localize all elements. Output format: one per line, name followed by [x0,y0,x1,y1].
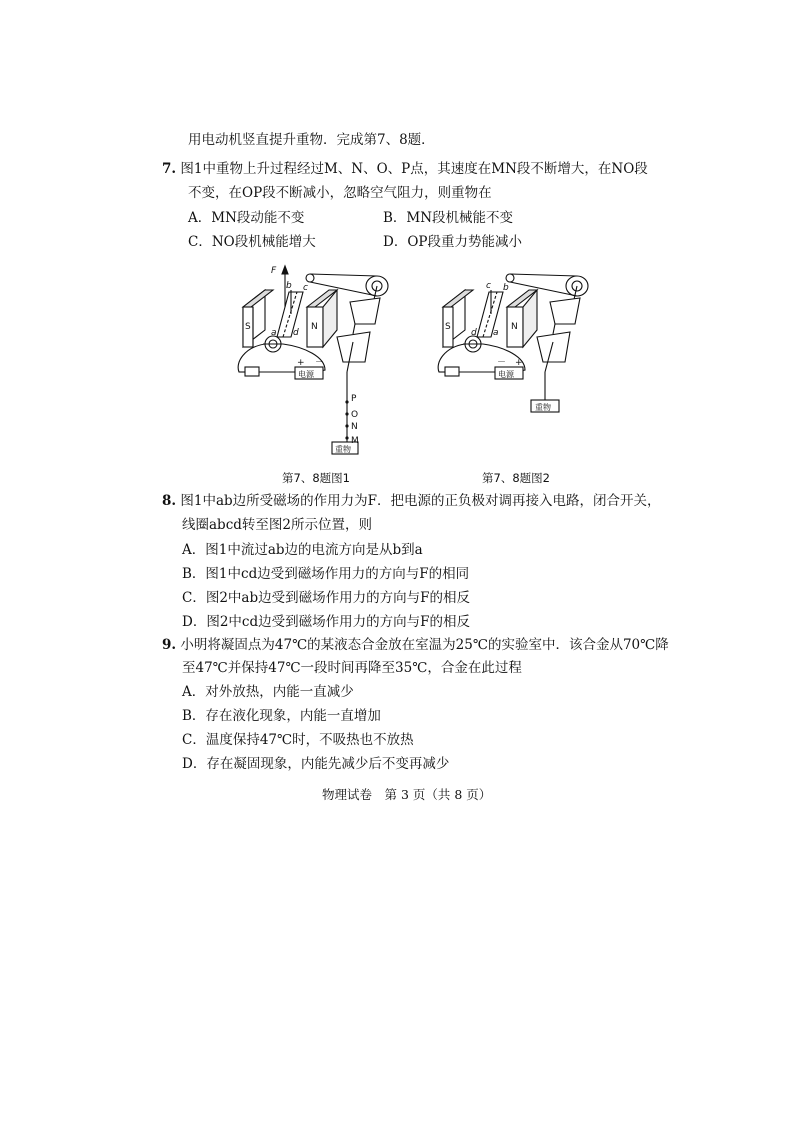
question-7-text-1: 图1中重物上升过程经过M、N、O、P点，其速度在MN段不断增大，在NO段 [180,161,648,177]
question-8-line-2: 线圈abcd转至图2所示位置，则 [182,517,372,533]
figure-1-weight-label: 重物 [335,445,351,454]
question-8-line-1 [162,492,661,510]
figure-2-weight-label: 重物 [535,403,551,412]
question-9-text-1: 小明将凝固点为47℃的某液态合金放在室温为25℃的实验室中．该合金从70℃降 [180,637,669,653]
figure-1-coil-d-label: d [293,328,299,338]
figure-1-point-n: N [351,422,358,432]
question-8-option-a[interactable]: A．图1中流过ab边的电流方向是从b到a [182,542,423,558]
figure-1-magnet-n-label: N [311,322,318,332]
figure-1-minus-label: － [315,358,325,368]
question-8-option-b[interactable]: B．图1中cd边受到磁场作用力的方向与F的相同 [182,566,470,582]
question-7-option-a[interactable]: A．MN段动能不变 [188,210,305,226]
figure-1-coil-a-label: a [271,328,277,338]
question-7-option-d[interactable]: D．OP段重力势能减小 [383,234,522,250]
question-8-text-1: 图1中ab边所受磁场的作用力为F．把电源的正负极对调再接入电路，闭合开关， [180,493,661,509]
figure-2-coil-c-label: c [486,281,491,291]
question-9-option-a[interactable]: A．对外放热，内能一直减少 [182,684,354,700]
figure-2-coil-b-label: b [503,283,509,293]
figure-2-coil-a-label: a [493,328,499,338]
intro-text: 用电动机竖直提升重物．完成第7、8题． [188,132,435,148]
figure-2-magnet-s-label: S [445,322,451,332]
question-9-number: 9. [162,637,177,653]
figure-2-minus-label: － [497,358,507,368]
figure-2-magnet-n-label: N [511,322,518,332]
figure-2-power-label: 电源 [498,370,514,379]
figure-1-force-label: F [271,266,277,276]
figure-2-motor-diagram [425,262,605,422]
figure-1-point-m: M [351,436,359,446]
question-7-option-b[interactable]: B．MN段机械能不变 [383,210,514,226]
question-9-option-c[interactable]: C．温度保持47℃时，不吸热也不放热 [182,732,414,748]
question-8-option-c[interactable]: C．图2中ab边受到磁场作用力的方向与F的相反 [182,590,470,606]
figure-1-caption: 第7、8题图1 [282,471,350,485]
question-9-option-b[interactable]: B．存在液化现象，内能一直增加 [182,708,381,724]
question-9-line-2: 至47℃并保持47℃一段时间再降至35℃，合金在此过程 [182,660,522,676]
question-7-line-1 [162,160,648,178]
figure-1-point-p: P [351,394,357,404]
figure-1-coil-b-label: b [286,281,292,291]
figure-1-power-label: 电源 [298,370,314,379]
figure-1-magnet-s-label: S [245,322,251,332]
question-7-line-2: 不变，在OP段不断减小，忽略空气阻力，则重物在 [188,185,492,201]
figure-1-point-o: O [351,410,359,420]
figure-1-coil-c-label: c [303,283,308,293]
page-footer: 物理试卷 第 3 页（共 8 页） [322,787,492,802]
figure-2-plus-label: + [515,358,523,368]
figure-1-motor-diagram [225,262,405,462]
question-9-option-d[interactable]: D．存在凝固现象，内能先减少后不变再减少 [182,756,450,772]
question-8-number: 8. [162,493,177,509]
figure-2-coil-d-label: d [471,328,477,338]
figure-2-caption: 第7、8题图2 [482,471,550,485]
question-7-option-c[interactable]: C．NO段机械能增大 [188,234,316,250]
question-9-line-1 [162,636,669,654]
figure-1-plus-label: + [297,358,305,368]
question-7-number: 7. [162,161,177,177]
question-8-option-d[interactable]: D．图2中cd边受到磁场作用力的方向与F的相反 [182,614,470,630]
